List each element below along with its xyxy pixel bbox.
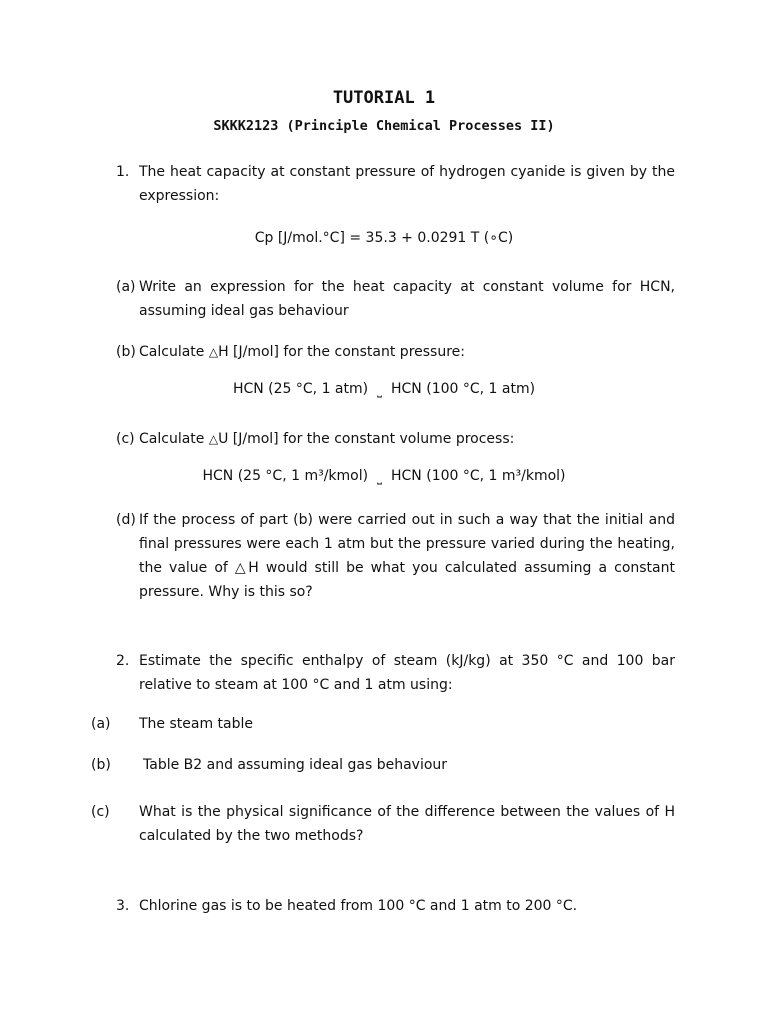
q2a-label: (a) xyxy=(91,716,111,732)
q1c-label: (c) xyxy=(116,431,135,447)
q1a-label: (a) xyxy=(116,279,136,295)
reaction-arrow-icon: ⎵ xyxy=(377,384,382,398)
q1b-label: (b) xyxy=(116,344,136,360)
q1d-label: (d) xyxy=(116,512,136,528)
q1c-text: Calculate △U [J/mol] for the constant volume process: xyxy=(139,431,515,447)
q1-number: 1. xyxy=(116,164,130,180)
q2-text: Estimate the specific enthalpy of steam (kJ/kg) at 350 °C and 100 bar relative to steam at 100 °C and 1 atm using: xyxy=(139,653,675,693)
q1-equation: Cp [J/mol.°C] = 35.3 + 0.0291 T (∘C) xyxy=(254,230,514,246)
reaction-arrow-icon: ⎵ xyxy=(377,471,382,485)
q2a-text: The steam table xyxy=(139,716,254,732)
q1c-equation: HCN (25 °C, 1 m³/kmol) ⎵ HCN (100 °C, 1 m³/kmol) xyxy=(202,468,566,485)
q2c-label: (c) xyxy=(91,804,110,820)
q1-text: The heat capacity at constant pressure of hydrogen cyanide is given by the expression: xyxy=(139,164,675,204)
q2c-text: What is the physical significance of the difference between the values of H calculated by the two methods? xyxy=(139,804,675,844)
q2b-text: Table B2 and assuming ideal gas behaviour xyxy=(143,757,448,773)
q3-number: 3. xyxy=(116,898,130,914)
q1d-text: If the process of part (b) were carried out in such a way that the initial and final pressures were each 1 atm but the pressure varied during the heating, the value of △H would still be what you calculated assuming a constant pressure. Why is this so? xyxy=(139,512,675,600)
delta-symbol: △ xyxy=(208,432,219,446)
course-subtitle: SKKK2123 (Principle Chemical Processes II) xyxy=(213,118,555,134)
page-title: TUTORIAL 1 xyxy=(332,88,436,108)
q1b-text: Calculate △H [J/mol] for the constant pressure: xyxy=(139,344,465,360)
q2-number: 2. xyxy=(116,653,130,669)
q2b-label: (b) xyxy=(91,757,111,773)
delta-symbol: △ xyxy=(208,345,219,359)
q1a-text: Write an expression for the heat capacity at constant volume for HCN, assuming ideal gas behaviour xyxy=(139,279,675,319)
q1b-equation: HCN (25 °C, 1 atm) ⎵ HCN (100 °C, 1 atm) xyxy=(232,381,536,398)
q3-text: Chlorine gas is to be heated from 100 °C and 1 atm to 200 °C. xyxy=(139,898,578,914)
